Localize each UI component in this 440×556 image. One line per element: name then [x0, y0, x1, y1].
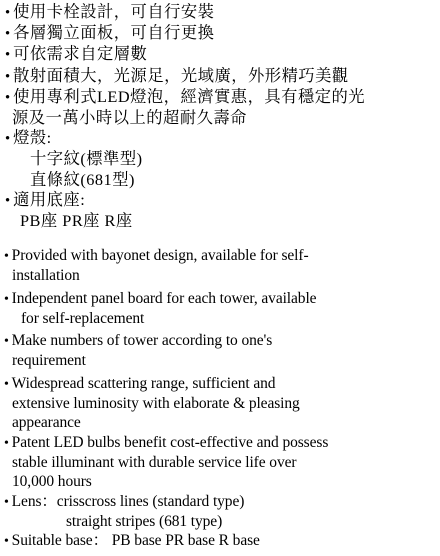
- en-item-panel: • Independent panel board for each tower, available: [4, 289, 436, 309]
- zh-item-panel: • 各層獨立面板，可自行更換: [5, 23, 437, 44]
- zh-lens-standard: 十字紋(標準型): [30, 149, 143, 169]
- zh-item-led-cont: 源及一萬小時以上的超耐久壽命: [12, 108, 247, 128]
- en-item-scatter: • Widespread scattering range, sufficient and: [4, 374, 436, 394]
- en-item-led-cont: stable illuminant with durable service life over: [12, 453, 297, 471]
- en-item-panel-cont: for self-replacement: [21, 309, 145, 327]
- bullet-icon: •: [5, 89, 11, 106]
- bullet-icon: •: [5, 192, 11, 209]
- bullet-icon: •: [4, 534, 9, 550]
- en-item-lens: • Lens：crisscross lines (standard type): [4, 492, 436, 512]
- zh-item-bayonet: • 使用卡栓設計，可自行安裝: [5, 2, 437, 23]
- zh-base-types: PB座 PR座 R座: [20, 211, 133, 231]
- bullet-icon: •: [4, 494, 9, 510]
- zh-item-lens: • 燈殼:: [5, 128, 437, 149]
- en-lens-681: straight stripes (681 type): [66, 512, 223, 530]
- zh-item-layers: • 可依需求自定層數: [5, 44, 437, 65]
- bullet-icon: •: [5, 26, 11, 43]
- zh-item-scatter: • 散射面積大，光源足，光域廣，外形精巧美觀: [5, 66, 437, 87]
- en-item-layers-cont: requirement: [12, 352, 86, 370]
- bullet-icon: •: [4, 376, 9, 392]
- en-item-scatter-cont2: appearance: [12, 414, 81, 432]
- en-item-bayonet-cont: installation: [12, 267, 80, 285]
- bullet-icon: •: [4, 435, 9, 451]
- en-item-led-cont2: 10,000 hours: [12, 473, 92, 491]
- en-item-led: • Patent LED bulbs benefit cost-effective and possess: [4, 433, 436, 453]
- bullet-icon: •: [4, 291, 9, 307]
- en-item-scatter-cont: extensive luminosity with elaborate & pleasing: [12, 395, 300, 413]
- bullet-icon: •: [5, 47, 11, 64]
- bullet-icon: •: [4, 334, 9, 350]
- en-item-bayonet: • Provided with bayonet design, available for self-: [4, 246, 436, 266]
- bullet-icon: •: [5, 68, 11, 85]
- zh-item-led: • 使用專利式LED燈泡，經濟實惠，具有穩定的光: [5, 87, 437, 108]
- chinese-spec-list: [5, 2, 437, 231]
- zh-lens-681: 直條紋(681型): [30, 169, 135, 189]
- en-item-layers: • Make numbers of tower according to one's: [4, 331, 436, 351]
- english-spec-list: [4, 246, 436, 551]
- bullet-icon: •: [5, 5, 11, 21]
- bullet-icon: •: [4, 249, 9, 264]
- zh-item-base: • 適用底座:: [5, 190, 437, 211]
- en-item-base: • Suitable base： PB base PR base R base: [4, 531, 436, 551]
- bullet-icon: •: [5, 131, 11, 148]
